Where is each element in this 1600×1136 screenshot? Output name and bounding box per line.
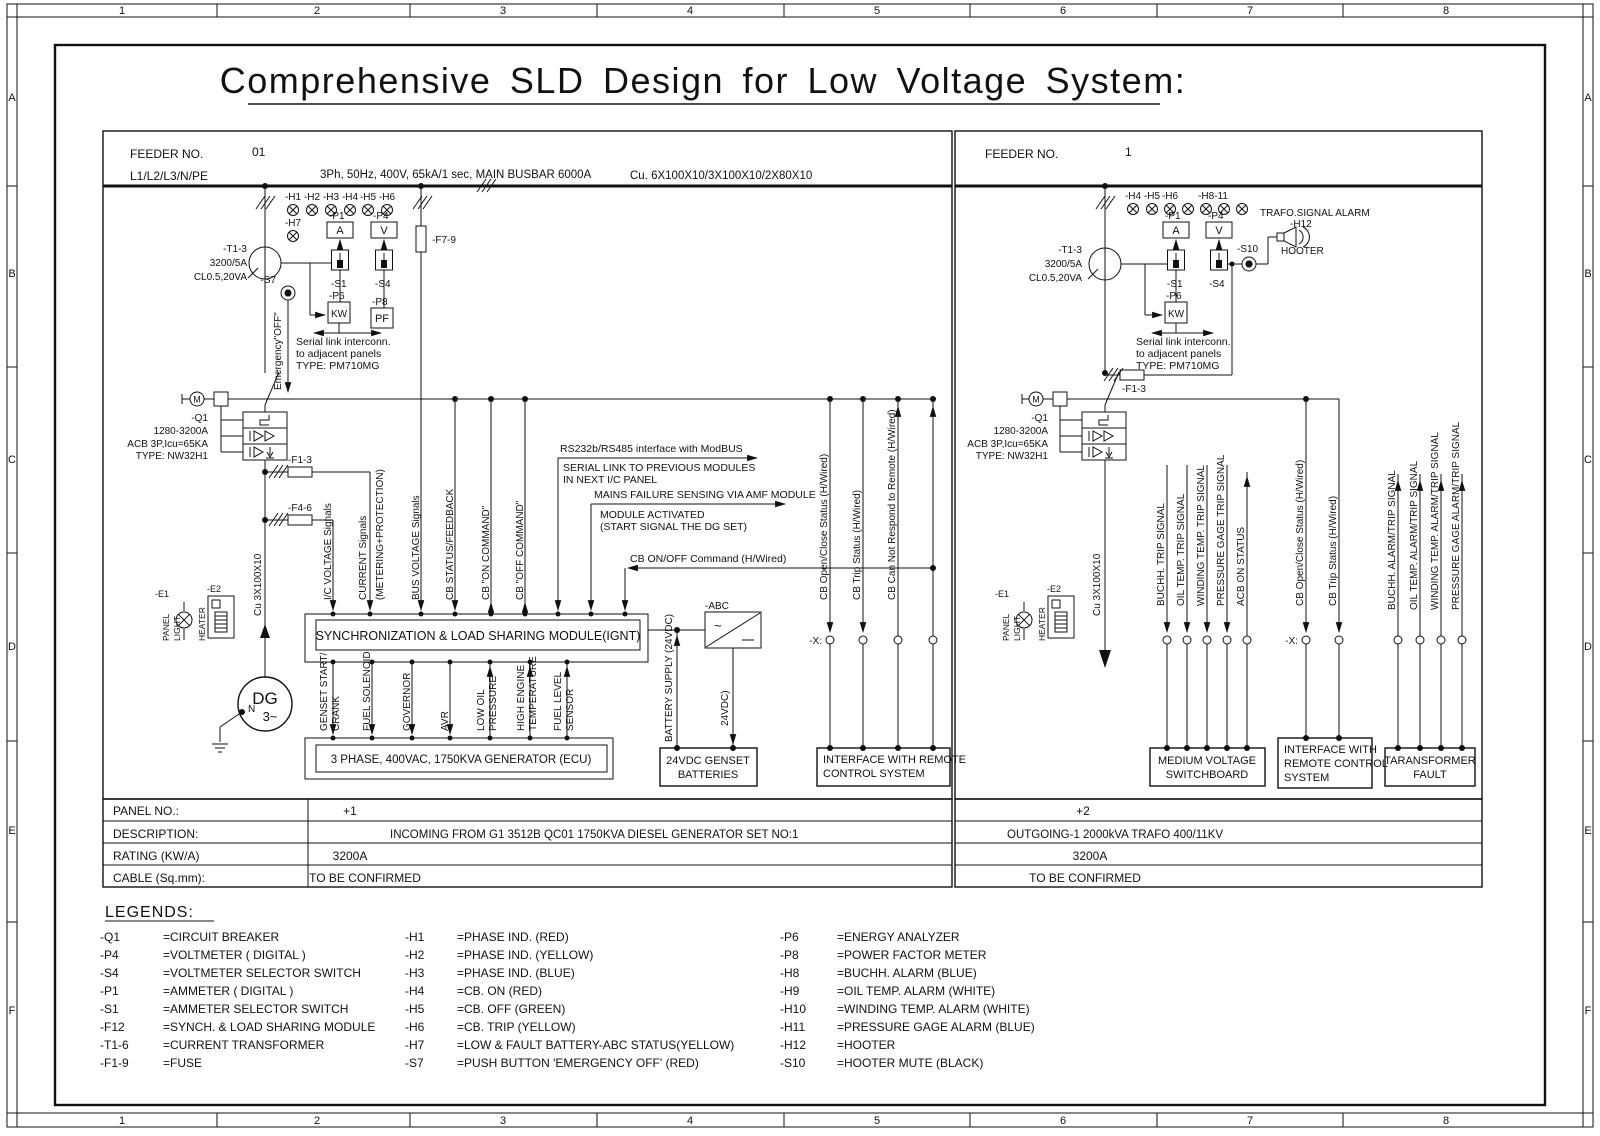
panel-light-label: PANEL	[161, 613, 171, 641]
emergency-button-tag: -S7	[260, 275, 276, 286]
zone-col: 2	[313, 1115, 321, 1127]
remote-interface-box-label: INTERFACE WITH REMOTE	[823, 754, 966, 766]
terminal-strip-label: -X:	[809, 636, 822, 647]
zone-row: B	[1584, 268, 1592, 280]
legend-key: -P4	[100, 948, 119, 962]
gen-signal-label: TEMPERATURE	[528, 656, 539, 731]
lamp-label: -H1	[284, 192, 302, 203]
fuse-tag: -F1-3	[1122, 384, 1146, 395]
signal-label: CB "ON COMMAND"	[481, 505, 492, 600]
legend-value: =PHASE IND. (RED)	[457, 930, 569, 944]
indicator-lamp-icon	[363, 205, 374, 216]
serial-link-note: to adjacent panels	[296, 348, 382, 360]
zone-row: D	[1584, 641, 1592, 653]
voltmeter-selector-tag: -S4	[1209, 279, 1225, 290]
rating-value: 3200A	[1072, 849, 1108, 863]
zone-col: 3	[499, 1115, 507, 1127]
indicator-lamp-icon	[1183, 204, 1194, 215]
gen-signal-label: PRESSURE	[488, 675, 499, 731]
ammeter-tag: -P1	[1165, 211, 1181, 222]
zone-col: 8	[1442, 5, 1450, 17]
energy-analyzer-tag: -P6	[1166, 291, 1182, 302]
legend-key: -H2	[405, 948, 425, 962]
busbar-spec: 3Ph, 50Hz, 400V, 65kA/1 sec, MAIN BUSBAR 6000A	[320, 169, 592, 181]
zone-col: 4	[686, 1115, 694, 1127]
ct-class: CL0.5,20VA	[193, 272, 247, 283]
lamp-label: -H2	[303, 192, 321, 203]
remote-interface-columns	[809, 396, 966, 786]
indicator-lamp-icon	[288, 205, 299, 216]
fuse-tag: -F7-9	[432, 235, 456, 246]
signal-label: ACB ON STATUS	[1236, 526, 1247, 606]
gen-signal-label: AVR	[440, 711, 451, 731]
remote-interface-box-label: CONTROL SYSTEM	[823, 768, 925, 780]
legend-value: =OIL TEMP. ALARM (WHITE)	[837, 984, 996, 998]
ammeter-selector-icon	[1168, 250, 1185, 270]
signal-label: CB STATUS/FEEDBACK	[445, 488, 456, 600]
indicator-lamps	[1125, 191, 1248, 215]
transformer-fault-box-label: FAULT	[1413, 769, 1447, 781]
signal-label: CURRENT Signals	[358, 515, 369, 600]
energy-analyzer-symbol: KW	[1167, 309, 1185, 320]
table-row-label: PANEL NO.:	[113, 804, 180, 818]
serial-link-note: Serial link interconn.	[1136, 336, 1231, 348]
gen-signal-label: FUEL LEVEL	[553, 671, 564, 731]
energy-analyzer-tag: -P6	[329, 291, 345, 302]
heater-label: HEATER	[197, 607, 207, 641]
signal-label: PRESSURE GAGE TRIP SIGNAL	[1216, 454, 1227, 606]
emergency-off-label: Emergency"OFF"	[273, 312, 284, 390]
legend-key: -S1	[100, 1002, 119, 1016]
fuse-icon	[288, 515, 312, 525]
feeder-no-value: 01	[252, 145, 266, 159]
circuit-breaker-q1	[967, 186, 1339, 668]
mv-switchboard-box-label: SWITCHBOARD	[1165, 769, 1249, 781]
legend-key: -H5	[405, 1002, 425, 1016]
fuse-icon	[288, 467, 312, 477]
feeder-no-value: 1	[1125, 145, 1132, 159]
legend-key: -Q1	[100, 930, 121, 944]
generator-ecu-box	[305, 736, 613, 780]
hooter-tag: -H12	[1290, 219, 1312, 230]
pf-meter-symbol: PF	[374, 313, 390, 325]
legend-value: =PHASE IND. (BLUE)	[457, 966, 575, 980]
signal-label: WINDING TEMP. ALARM/TRIP SIGNAL	[1430, 432, 1441, 610]
diesel-generator	[212, 677, 292, 752]
legend-value: =HOOTER	[837, 1038, 896, 1052]
signal-label: CB Open/Close Status (H/Wired)	[819, 453, 830, 600]
voltmeter-tag: -P4	[1208, 211, 1224, 222]
fuse-f7-9	[416, 186, 456, 252]
breaker-spec: ACB 3P,Icu=65KA	[127, 439, 208, 450]
zone-col: 7	[1246, 5, 1254, 17]
ct-class: CL0.5,20VA	[1028, 273, 1082, 284]
battery-supply-label: BATTERY SUPPLY (24VDC)	[664, 613, 675, 742]
zone-col: 1	[118, 1115, 126, 1127]
ct-ratio: 3200/5A	[209, 258, 247, 269]
legend-key: -H10	[780, 1002, 807, 1016]
zone-col: 5	[873, 1115, 881, 1127]
zone-col: 1	[118, 5, 126, 17]
panel-light-label: LIGHT	[1012, 615, 1022, 641]
heater-tag: -E2	[1047, 584, 1062, 594]
ammeter-symbol: A	[336, 225, 344, 237]
zone-col: 5	[873, 5, 881, 17]
panel-no-value: +2	[1076, 804, 1090, 818]
voltmeter-selector-tag: -S4	[375, 279, 391, 290]
right-feeder	[955, 145, 1482, 788]
feeder-no-label: FEEDER NO.	[985, 147, 1059, 161]
zone-col: 4	[686, 5, 694, 17]
sync-module-label: SYNCHRONIZATION & LOAD SHARING MODULE(IGNT)	[315, 629, 641, 643]
gen-signal-label: HIGH ENGINE	[516, 664, 527, 731]
voltmeter-selector-icon	[376, 250, 393, 270]
signal-label: BUS VOLTAGE Signals	[411, 495, 422, 600]
cable-value: TO BE CONFIRMED	[309, 871, 421, 885]
zone-row: A	[8, 92, 16, 104]
signal-label: (METERING+PROTECTION)	[375, 469, 386, 600]
legend-key: -H1	[405, 930, 425, 944]
panel-light-label: LIGHT	[172, 615, 182, 641]
acb-symbol	[221, 406, 287, 460]
sync-load-sharing-module	[305, 612, 648, 665]
cb-command-note: CB ON/OFF Command (H/Wired)	[630, 553, 787, 565]
legend-value: =SYNCH. & LOAD SHARING MODULE	[163, 1020, 376, 1034]
legend-key: -P8	[780, 948, 799, 962]
gen-signal-label: GENSET START/	[319, 652, 330, 731]
rating-value: 3200A	[332, 849, 368, 863]
zone-col: 2	[313, 5, 321, 17]
transformer-fault-box-label: TARANSFORMER	[1384, 755, 1476, 767]
signal-label: I/C VOLTAGE Signals	[323, 503, 334, 600]
legend-key: -P1	[100, 984, 119, 998]
rs232-note: RS232b/RS485 interface with ModBUS	[560, 443, 743, 455]
hooter-circuit	[1227, 208, 1370, 271]
legend-value: =VOLTMETER ( DIGITAL )	[163, 948, 306, 962]
table-row-label: RATING (KW/A)	[113, 849, 200, 863]
legend-value: =FUSE	[163, 1056, 203, 1070]
hooter-mute-tag: -S10	[1237, 244, 1259, 255]
legend-key: -S7	[405, 1056, 424, 1070]
lamp-label: -H5	[1143, 191, 1161, 202]
ammeter-selector-icon	[332, 250, 349, 270]
lamp-label: -H5	[359, 192, 377, 203]
page-title: Comprehensive SLD Design for Low Voltage System:	[219, 60, 1187, 101]
fuse-tag: -F1-3	[288, 455, 312, 466]
gen-signal-label: GOVERNOR	[402, 672, 413, 731]
ct-ratio: 3200/5A	[1044, 259, 1082, 270]
serial-link-note: Serial link interconn.	[296, 336, 391, 348]
lamp-label: -H4	[1124, 191, 1142, 202]
breaker-tag: -Q1	[191, 413, 208, 424]
gen-signal-label: SENSOR	[565, 688, 576, 731]
signal-label: BUCHH. TRIP SIGNAL	[1156, 503, 1167, 606]
remote-interface-box-label: SYSTEM	[1284, 772, 1330, 784]
zone-col: 6	[1059, 5, 1067, 17]
legend-key: -H8	[780, 966, 800, 980]
emergency-push-button-icon	[281, 286, 295, 300]
panel-light-label: PANEL	[1001, 613, 1011, 641]
acb-symbol	[1060, 406, 1126, 460]
phases-label: L1/L2/L3/N/PE	[130, 169, 209, 183]
lamp-label: -H7	[284, 218, 302, 229]
generator-signal-columns	[319, 651, 576, 738]
mv-switchboard-box-label: MEDIUM VOLTAGE	[1158, 755, 1256, 767]
indicator-lamp-icon	[1237, 204, 1248, 215]
fuse-branches	[262, 455, 370, 526]
zone-row: B	[8, 268, 16, 280]
breaker-type: TYPE: NW32H1	[135, 451, 208, 462]
voltmeter-selector-icon	[1211, 250, 1228, 270]
hooter-mute-button-icon	[1242, 257, 1256, 271]
battery-system	[648, 601, 761, 786]
energy-analyzer-symbol: KW	[330, 309, 348, 320]
signal-label: CB Can Not Respond to Remote (H/Wired)	[887, 409, 898, 600]
busbar-cu-spec: Cu. 6X100X10/3X100X10/2X80X10	[630, 170, 813, 182]
terminal-strip-label: -X:	[1285, 636, 1298, 647]
signal-label: PRESSURE GAGE ALARM/TRIP SIGNAL	[1451, 421, 1462, 610]
metering-cluster	[1121, 211, 1232, 372]
remote-interface-box-label: INTERFACE WITH	[1284, 744, 1377, 756]
legend-value: =PHASE IND. (YELLOW)	[457, 948, 594, 962]
signal-label: WINDING TEMP. TRIP SIGNAL	[1196, 465, 1207, 606]
legend-value: =ENERGY ANALYZER	[837, 930, 960, 944]
dg-phase-symbol: 3~	[262, 709, 278, 724]
breaker-rating: 1280-3200A	[993, 426, 1048, 437]
indicator-lamp-icon	[307, 205, 318, 216]
ct-tag: -T1-3	[1058, 245, 1082, 256]
breaker-type: TYPE: NW32H1	[975, 451, 1048, 462]
left-feeder	[103, 145, 966, 786]
remote-interface-box-label: REMOTE CONTROL	[1284, 758, 1388, 770]
signal-label: CB "OFF COMMAND"	[515, 500, 526, 600]
signal-label: CB Trip Status (H/Wired)	[1328, 495, 1339, 606]
indicator-lamp-icon	[1128, 204, 1139, 215]
zone-row: E	[8, 825, 16, 837]
lamp-label: -H4	[341, 192, 359, 203]
legends-section	[100, 904, 1035, 1070]
signal-label: BUCHH. ALARM/TRIP SIGNAL	[1387, 470, 1398, 610]
trafo-alarm-label: TRAFO.SIGNAL ALARM	[1260, 208, 1370, 219]
legend-key: -S4	[100, 966, 119, 980]
zone-row: F	[1584, 1005, 1592, 1017]
cable-value: TO BE CONFIRMED	[1029, 871, 1141, 885]
zone-letters	[8, 92, 1592, 1017]
mains-failure-note: MAINS FAILURE SENSING VIA AMF MODULE	[594, 489, 816, 501]
voltmeter-tag: -P4	[373, 211, 389, 222]
motor-operator-symbol: M	[1032, 394, 1040, 405]
signal-label: CB Open/Close Status (H/Wired)	[1295, 459, 1306, 606]
panel-light-heater	[995, 584, 1074, 641]
indicator-lamp-icon	[345, 205, 356, 216]
zone-col: 3	[499, 5, 507, 17]
signal-label: OIL TEMP. ALARM/TRIP SIGNAL	[1409, 460, 1420, 610]
ct-tag: -T1-3	[223, 244, 247, 255]
cable-spec-label: Cu 3X100X10	[1092, 553, 1103, 616]
zone-row: E	[1584, 825, 1592, 837]
neutral-label: N	[248, 704, 256, 715]
interface-annotations	[558, 443, 936, 610]
legend-value: =CB. OFF (GREEN)	[457, 1002, 566, 1016]
breaker-spec: ACB 3P,Icu=65KA	[967, 439, 1048, 450]
module-activated-note: (START SIGNAL THE DG SET)	[600, 521, 748, 533]
dg-symbol: DG	[252, 689, 278, 708]
lamp-label: -H3	[322, 192, 340, 203]
legend-value: =LOW & FAULT BATTERY-ABC STATUS(YELLOW)	[457, 1038, 735, 1052]
transformer-fault-signals	[1384, 421, 1476, 786]
charger-dc-label: 24VDC)	[720, 690, 731, 726]
legend-key: -H9	[780, 984, 800, 998]
serial-link-note: SERIAL LINK TO PREVIOUS MODULES	[563, 462, 756, 474]
breaker-tag: -Q1	[1031, 413, 1048, 424]
ammeter-selector-tag: -S1	[331, 279, 347, 290]
description-value: INCOMING FROM G1 3512B QC01 1750KVA DIESEL GENERATOR SET NO:1	[390, 829, 799, 841]
module-activated-note: MODULE ACTIVATED	[600, 509, 705, 521]
legend-key: -T1-6	[100, 1038, 129, 1052]
legend-key: -P6	[780, 930, 799, 944]
description-value: OUTGOING-1 2000kVA TRAFO 400/11KV	[1007, 829, 1224, 841]
zone-col: 6	[1059, 1115, 1067, 1127]
legend-value: =VOLTMETER SELECTOR SWITCH	[163, 966, 361, 980]
legend-key: -H4	[405, 984, 425, 998]
hooter-label: HOOTER	[1281, 246, 1324, 257]
serial-link-note: TYPE: PM710MG	[1136, 360, 1220, 372]
legend-key: -F1-9	[100, 1056, 129, 1070]
zone-row: C	[1584, 454, 1592, 466]
legend-key: -H3	[405, 966, 425, 980]
signal-label: OIL TEMP. TRIP SIGNAL	[1176, 493, 1187, 606]
legend-value: =AMMETER ( DIGITAL )	[163, 984, 294, 998]
signal-label: CB Trip Status (H/Wired)	[852, 489, 863, 600]
table-row-label: DESCRIPTION:	[113, 827, 199, 841]
circuit-breaker-q1	[127, 186, 933, 677]
legend-value: =WINDING TEMP. ALARM (WHITE)	[837, 1002, 1030, 1016]
sync-signal-columns	[323, 252, 528, 614]
legend-key: -H7	[405, 1038, 425, 1052]
panel-light-heater	[155, 584, 234, 641]
panel-light-tag: -E1	[995, 589, 1010, 599]
generator-box-label: 3 PHASE, 400VAC, 1750KVA GENERATOR (ECU)	[330, 754, 592, 766]
zone-row: D	[8, 641, 16, 653]
cable-spec-label: Cu 3X100X10	[253, 553, 264, 616]
ammeter-symbol: A	[1172, 225, 1180, 237]
legend-value: =AMMETER SELECTOR SWITCH	[163, 1002, 349, 1016]
legend-key: -H11	[780, 1020, 806, 1034]
legend-value: =POWER FACTOR METER	[837, 948, 987, 962]
gen-signal-label: FUEL SOLENOID	[362, 651, 373, 731]
zone-row: A	[1584, 92, 1592, 104]
heater-tag: -E2	[207, 584, 222, 594]
legend-value: =CB. ON (RED)	[457, 984, 543, 998]
battery-box-label: BATTERIES	[677, 769, 739, 781]
ammeter-selector-tag: -S1	[1167, 279, 1183, 290]
breaker-rating: 1280-3200A	[153, 426, 208, 437]
fuse-tag: -F4-6	[288, 503, 312, 514]
panel-no-value: +1	[343, 804, 357, 818]
motor-operator-symbol: M	[193, 394, 201, 405]
charger-ac-symbol: ~	[714, 618, 722, 633]
legend-value: =CIRCUIT BREAKER	[163, 930, 280, 944]
legend-key: -S10	[780, 1056, 806, 1070]
gen-signal-label: LOW OIL	[476, 689, 487, 731]
earth-icon	[212, 744, 228, 752]
legend-key: -H12	[780, 1038, 807, 1052]
legend-key: -F12	[100, 1020, 125, 1034]
pf-meter-tag: -P8	[372, 297, 388, 308]
lamp-label: -H6	[378, 192, 396, 203]
battery-charger-tag: -ABC	[705, 601, 729, 612]
legend-key: -H6	[405, 1020, 425, 1034]
legend-value: =CURRENT TRANSFORMER	[163, 1038, 325, 1052]
legend-value: =CB. TRIP (YELLOW)	[457, 1020, 576, 1034]
voltmeter-symbol: V	[1215, 225, 1223, 237]
legend-value: =PUSH BUTTON 'EMERGENCY OFF' (RED)	[457, 1056, 699, 1070]
battery-box-label: 24VDC GENSET	[666, 755, 750, 767]
panel-schedule-table	[103, 799, 1482, 887]
gen-signal-label: CRANK	[331, 695, 342, 731]
remote-control-signals	[1278, 396, 1388, 788]
ammeter-tag: -P1	[329, 211, 345, 222]
indicator-lamp-icon	[288, 231, 299, 242]
voltmeter-symbol: V	[380, 225, 388, 237]
panel-light-tag: -E1	[155, 589, 170, 599]
legends-title: LEGENDS:	[105, 904, 194, 921]
mv-switchboard-signals	[1150, 454, 1265, 786]
serial-link-note: IN NEXT I/C PANEL	[563, 474, 658, 486]
zone-col: 8	[1442, 1115, 1450, 1127]
zone-row: C	[8, 454, 16, 466]
current-transformer	[1029, 245, 1121, 284]
legend-value: =HOOTER MUTE (BLACK)	[837, 1056, 984, 1070]
serial-link-note: to adjacent panels	[1136, 348, 1222, 360]
lamp-label: -H8-11	[1198, 191, 1228, 202]
zone-row: F	[8, 1005, 16, 1017]
zone-col: 7	[1246, 1115, 1254, 1127]
heater-label: HEATER	[1037, 607, 1047, 641]
legend-value: =BUCHH. ALARM (BLUE)	[837, 966, 977, 980]
feeder-no-label: FEEDER NO.	[130, 147, 204, 161]
legend-value: =PRESSURE GAGE ALARM (BLUE)	[837, 1020, 1035, 1034]
indicator-lamp-icon	[1147, 204, 1158, 215]
serial-link-note: TYPE: PM710MG	[296, 360, 380, 372]
lamp-label: -H6	[1161, 191, 1179, 202]
table-row-label: CABLE (Sq.mm):	[113, 871, 206, 885]
